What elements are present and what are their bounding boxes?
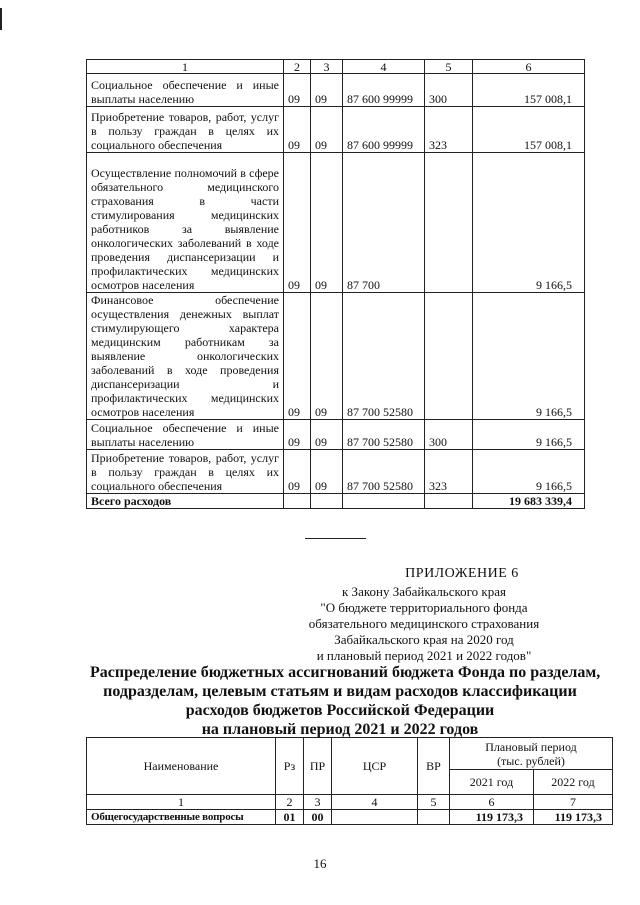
row-vr: 300 <box>425 420 473 450</box>
row-amount-2022: 119 173,3 <box>534 810 613 825</box>
row-amount: 9 166,5 <box>473 420 585 450</box>
header-rz: Рз <box>276 738 304 795</box>
row-rz: 09 <box>284 293 311 420</box>
col-number-7: 7 <box>534 795 613 810</box>
col-number-2: 2 <box>284 60 311 74</box>
total-amount: 19 683 339,4 <box>473 494 585 509</box>
table-row <box>87 810 613 825</box>
section-divider <box>305 538 366 539</box>
row-pr: 00 <box>304 810 332 825</box>
row-rz: 09 <box>284 107 311 153</box>
row-rz: 09 <box>284 74 311 107</box>
allocation-table <box>86 737 613 825</box>
row-pr: 09 <box>311 107 343 153</box>
heading-line: расходов бюджетов Российской Федерации <box>185 702 495 719</box>
row-csr: 87 700 52580 <box>343 450 425 494</box>
row-rz: 09 <box>284 153 311 293</box>
col-number-6: 6 <box>473 60 585 74</box>
col-number-5: 5 <box>418 795 450 810</box>
appendix-line: "О бюджете территориального фонда <box>320 600 528 615</box>
heading-line: Распределение бюджетных ассигнований бюджета Фонда по разделам, <box>90 664 601 681</box>
table-row <box>87 420 585 450</box>
header-vr: ВР <box>418 738 450 795</box>
col-number-6: 6 <box>450 795 534 810</box>
row-amount: 157 008,1 <box>473 107 585 153</box>
heading-line: на плановый период 2021 и 2022 годов <box>201 721 479 738</box>
col-number-4: 4 <box>332 795 418 810</box>
row-pr: 09 <box>311 450 343 494</box>
header-name: Наименование <box>87 738 276 795</box>
row-name: Приобретение товаров, работ, услуг в пользу граждан в целях их социального обеспечения <box>87 450 284 494</box>
row-rz: 01 <box>276 810 304 825</box>
row-pr: 09 <box>311 420 343 450</box>
table-header-row <box>87 60 585 74</box>
row-amount: 9 166,5 <box>473 153 585 293</box>
row-amount-2021: 119 173,3 <box>450 810 534 825</box>
row-name: Общегосударственные вопросы <box>87 810 276 825</box>
table-row <box>87 74 585 107</box>
appendix-caption <box>264 566 584 664</box>
row-amount: 157 008,1 <box>473 74 585 107</box>
row-csr: 87 700 52580 <box>343 293 425 420</box>
row-vr: 323 <box>425 450 473 494</box>
expenses-table-continued <box>86 59 585 509</box>
row-vr <box>425 293 473 420</box>
row-name: Осуществление полномочий в сфере обязательного медицинского страхования в части стимулирования медицинских работников за выявление онкологических заболеваний в ходе проведения диспансеризации и профилактических медицинских осмотров населения <box>87 153 284 293</box>
row-rz: 09 <box>284 420 311 450</box>
header-pr: ПР <box>304 738 332 795</box>
row-csr: 87 700 <box>343 153 425 293</box>
row-vr: 300 <box>425 74 473 107</box>
row-name: Финансовое обеспечение осуществления денежных выплат стимулирующего характера медицинским работникам за выявление онкологических заболеваний в ходе проведения диспансеризации и профилактических медицинских осмотров населения <box>87 293 284 420</box>
row-csr <box>332 810 418 825</box>
appendix-line: обязательного медицинского страхования <box>308 616 540 631</box>
row-pr: 09 <box>311 293 343 420</box>
column-number-row <box>87 795 613 810</box>
col-number-5: 5 <box>425 60 473 74</box>
header-year-2021: 2021 год <box>450 770 534 795</box>
row-amount: 9 166,5 <box>473 450 585 494</box>
row-name: Социальное обеспечение и иные выплаты населению <box>87 74 284 107</box>
appendix-line: и плановый период 2021 и 2022 годов" <box>316 648 532 663</box>
header-csr: ЦСР <box>332 738 418 795</box>
page-number: 16 <box>313 856 327 871</box>
row-csr: 87 600 99999 <box>343 74 425 107</box>
row-rz: 09 <box>284 450 311 494</box>
scan-edge-mark <box>0 8 2 30</box>
document-heading <box>90 663 601 739</box>
row-csr: 87 600 99999 <box>343 107 425 153</box>
table-row <box>87 293 585 420</box>
row-vr: 323 <box>425 107 473 153</box>
row-pr: 09 <box>311 74 343 107</box>
appendix-title: ПРИЛОЖЕНИЕ 6 <box>405 566 519 581</box>
table-header-row <box>87 738 613 770</box>
row-amount: 9 166,5 <box>473 293 585 420</box>
total-label: Всего расходов <box>87 494 284 509</box>
total-row <box>87 494 585 509</box>
row-name: Социальное обеспечение и иные выплаты населению <box>87 420 284 450</box>
appendix-line: Забайкальского края на 2020 год <box>334 632 514 647</box>
row-name: Приобретение товаров, работ, услуг в пользу граждан в целях их социального обеспечения <box>87 107 284 153</box>
table-row <box>87 107 585 153</box>
heading-line: подразделам, целевым статьям и видам расходов классификации <box>103 683 577 700</box>
row-csr: 87 700 52580 <box>343 420 425 450</box>
row-pr: 09 <box>311 153 343 293</box>
table-row <box>87 450 585 494</box>
col-number-3: 3 <box>304 795 332 810</box>
header-year-2022: 2022 год <box>534 770 613 795</box>
table-row <box>87 153 585 293</box>
header-planned-period: Плановый период (тыс. рублей) <box>450 738 613 770</box>
row-vr <box>418 810 450 825</box>
col-number-1: 1 <box>87 795 276 810</box>
appendix-line: к Закону Забайкальского края <box>341 584 506 599</box>
col-number-3: 3 <box>311 60 343 74</box>
col-number-1: 1 <box>87 60 284 74</box>
row-vr <box>425 153 473 293</box>
col-number-4: 4 <box>343 60 425 74</box>
col-number-2: 2 <box>276 795 304 810</box>
